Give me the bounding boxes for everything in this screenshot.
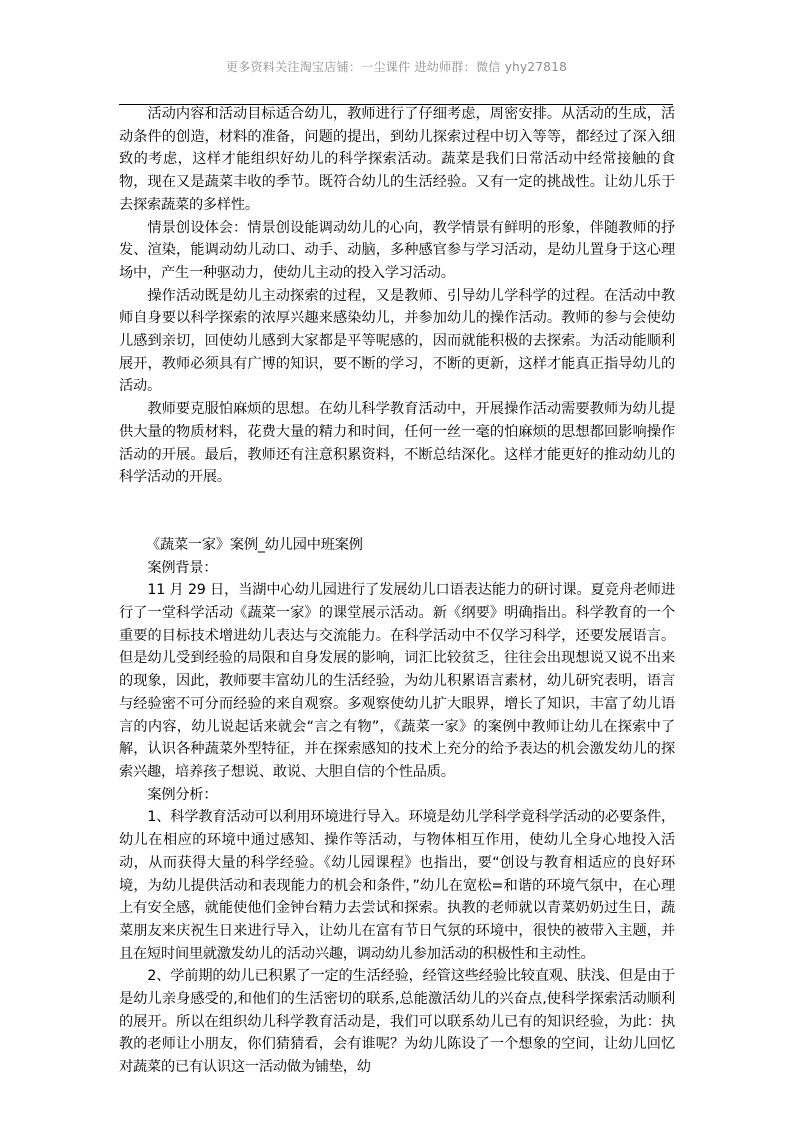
- page-header: 更多资料关注淘宝店铺：一尘课件 进幼师群：微信 yhy27818: [225, 60, 568, 74]
- case-background-text: 11 月 29 日，当湖中心幼儿园进行了发展幼儿口语表达能力的研讨课。夏竞舟老师进行了一堂科学活动《蔬菜一家》的课堂展示活动。新《纲要》明确指出。科学教育的一个重要的目标技术增进幼儿表达与交流能力。在科学活动中不仅学习科学，还要发展语言。但是幼儿受到经验的局限和自身发展的影响，词汇比较贫乏，往往会出现想说又说不出来的现象，因此，教师要丰富幼儿的生活经验，为幼儿积累语言素材，幼儿研究表明，语言与经验密不可分而经验的来自观察。多观察使幼儿扩大眼界，增长了知识，丰富了幼儿语言的内容，幼儿说起话来就会“言之有物”，《蔬菜一家》的案例中教师让幼儿在探索中了解，认识各种蔬菜外型特征，并在探索感知的技术上充分的给予表达的机会激发幼儿的探索兴趣，培养孩子想说、敢说、大胆自信的个性品质。: [119, 582, 675, 780]
- paragraph-scene-creation: 情景创设体会：情景创设能调动幼儿的心向，教学情景有鲜明的形象，伴随教师的抒发、渲染，能调动幼儿动口、动手、动脑，多种感官参与学习活动，是幼儿置身于这心理场中，产生一种驱动力，使幼儿主动的投入学习活动。: [119, 219, 675, 281]
- case-analysis-point-1: 1、科学教育活动可以利用环境进行导入。环境是幼儿学科学竟科学活动的必要条件，幼儿在相应的环境中通过感知、操作等活动，与物体相互作用，使幼儿全身心地投入活动，从而获得大量的科学经验。《幼儿园课程》也指出，要“创设与教育相适应的良好环境，为幼儿提供活动和表现能力的机会和条件，”幼儿在宽松=和谐的环境气氛中，在心理上有安全感，就能使他们金钟台精力去尝试和探索。执教的老师就以青菜奶奶过生日，蔬菜朋友来庆祝生日来进行导入，让幼儿在富有节日气氛的环境中，很快的被带入主题，并且在短时间里就激发幼儿的活动兴趣，调动幼儿参加活动的积极性和主动性。: [119, 809, 675, 962]
- section-spacer: [119, 489, 675, 534]
- case-background-label: 案例背景：: [147, 559, 218, 576]
- case-analysis-label: 案例分析：: [147, 786, 218, 803]
- document-body: [119, 103, 675, 1079]
- paragraph-operation-activity: 操作活动既是幼儿主动探索的过程，又是教师、引导幼儿学科学的过程。在活动中教师自身要以科学探索的浓厚兴趣来感染幼儿，并参加幼儿的操作活动。教师的参与会使幼儿感到亲切，回使幼儿感到大家都是平等呢感的，因而就能积极的去探索。为活动能顺利展开，教师必须具有广博的知识，要不断的学习，不断的更新，这样才能真正指导幼儿的活动。: [119, 287, 675, 395]
- case-analysis-point-2: 2、学前期的幼儿已积累了一定的生活经验，经管这些经验比较直观、肤浅、但是由于是幼儿亲身感受的,和他们的生活密切的联系,总能激活幼儿的兴奋点,使科学探索活动顺利的展开。所以在组织幼儿科学教育活动是，我们可以联系幼儿已有的知识经验，为此：执教的老师让小朋友，你们猜猜看，会有谁呢？为幼儿陈设了一个想象的空间，让幼儿回忆对蔬菜的已有认识这一活动做为铺垫，幼: [119, 968, 675, 1076]
- paragraph-activity-content: 活动内容和活动目标适合幼儿，教师进行了仔细考虑，周密安排。从活动的生成，活动条件的创造，材料的准备，问题的提出，到幼儿探索过程中切入等等，都经过了深入细致的考虑，这样才能组织好幼儿的科学探索活动。蔬菜是我们日常活动中经常接触的食物，现在又是蔬菜丰收的季节。既符合幼儿的生活经验。又有一定的挑战性。让幼儿乐于去探索蔬菜的多样性。: [119, 106, 675, 213]
- case-title: 《蔬菜一家》案例_幼儿园中班案例: [145, 536, 363, 553]
- paragraph-teacher-attitude: 教师要克服怕麻烦的思想。在幼儿科学教育活动中，开展操作活动需要教师为幼儿提供大量的物质材料，花费大量的精力和时间，任何一丝一毫的怕麻烦的思想都回影响操作活动的开展。最后，教师还有注意积累资料，不断总结深化。这样才能更好的推动幼儿的科学活动的开展。: [119, 401, 675, 486]
